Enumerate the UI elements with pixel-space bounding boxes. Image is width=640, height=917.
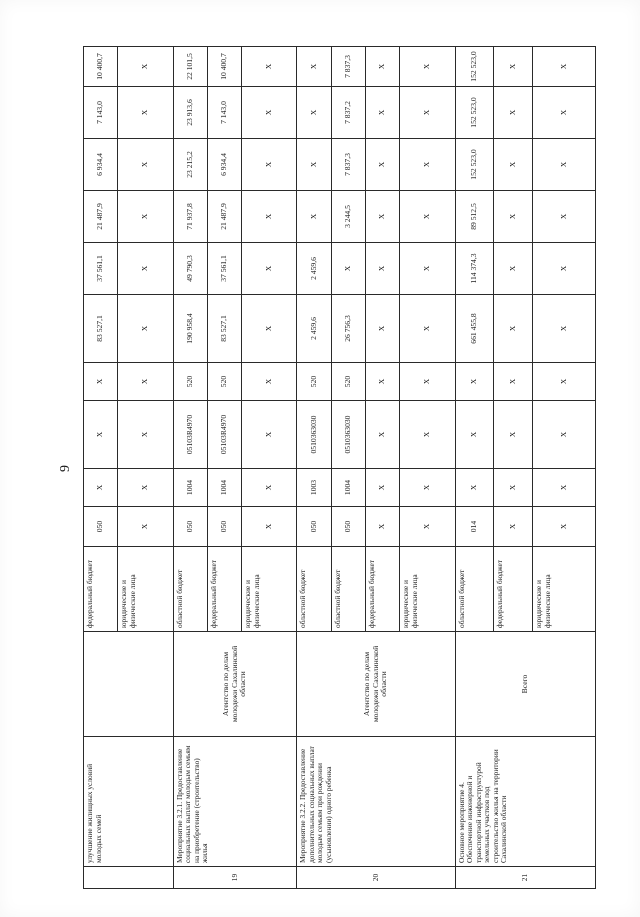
value-cell-rz: 1004 bbox=[173, 469, 207, 507]
value-cell-y5: 10 400,7 bbox=[84, 47, 118, 87]
value-cell-csr: X bbox=[400, 401, 455, 469]
measure-name-cell: улучшение жилищных условий молодых семей bbox=[84, 737, 174, 867]
budget-table bbox=[83, 46, 596, 889]
value-cell-total: 190 958,4 bbox=[173, 295, 207, 363]
funding-source-cell: федеральный бюджет bbox=[207, 547, 241, 632]
value-cell-grbs: X bbox=[494, 507, 533, 547]
value-cell-total: 2 459,6 bbox=[297, 295, 331, 363]
value-cell-y2: X bbox=[118, 191, 173, 243]
value-cell-y2: X bbox=[366, 191, 400, 243]
value-cell-y3: X bbox=[400, 139, 455, 191]
value-cell-grbs: X bbox=[400, 507, 455, 547]
value-cell-rz: 1004 bbox=[207, 469, 241, 507]
funding-source-cell: областной бюджет bbox=[173, 547, 207, 632]
value-cell-grbs: X bbox=[366, 507, 400, 547]
value-cell-total: X bbox=[118, 295, 173, 363]
value-cell-rz: X bbox=[533, 469, 596, 507]
value-cell-y4: X bbox=[494, 87, 533, 139]
value-cell-y5: 22 101,5 bbox=[173, 47, 207, 87]
funding-source-cell: областной бюджет bbox=[331, 547, 365, 632]
value-cell-total: 26 756,3 bbox=[331, 295, 365, 363]
row-number-cell: 19 bbox=[173, 867, 297, 889]
value-cell-y5: 10 400,7 bbox=[207, 47, 241, 87]
value-cell-total: X bbox=[400, 295, 455, 363]
value-cell-rz: X bbox=[494, 469, 533, 507]
table-row bbox=[84, 47, 118, 889]
value-cell-csr: X bbox=[242, 401, 297, 469]
value-cell-grbs: 050 bbox=[84, 507, 118, 547]
value-cell-y1: X bbox=[242, 243, 297, 295]
value-cell-y2: 3 244,5 bbox=[331, 191, 365, 243]
row-number-cell: 21 bbox=[455, 867, 595, 889]
value-cell-vr: 520 bbox=[297, 363, 331, 401]
value-cell-vr: X bbox=[242, 363, 297, 401]
value-cell-rz: X bbox=[366, 469, 400, 507]
value-cell-y5: 7 837,3 bbox=[331, 47, 365, 87]
value-cell-y2: X bbox=[242, 191, 297, 243]
value-cell-y3: 6 934,4 bbox=[84, 139, 118, 191]
value-cell-rz: X bbox=[118, 469, 173, 507]
value-cell-y5: X bbox=[242, 47, 297, 87]
value-cell-y2: 21 487,9 bbox=[207, 191, 241, 243]
funding-source-cell: федеральный бюджет bbox=[494, 547, 533, 632]
value-cell-y3: X bbox=[242, 139, 297, 191]
funding-source-cell: федеральный бюджет bbox=[84, 547, 118, 632]
value-cell-y1: 37 561,1 bbox=[207, 243, 241, 295]
value-cell-vr: 520 bbox=[173, 363, 207, 401]
rotated-table-container bbox=[83, 47, 596, 889]
funding-source-cell: юридические и физические лица bbox=[400, 547, 455, 632]
value-cell-y1: 49 790,3 bbox=[173, 243, 207, 295]
row-number-cell: 20 bbox=[297, 867, 455, 889]
value-cell-y4: X bbox=[400, 87, 455, 139]
value-cell-csr: X bbox=[455, 401, 494, 469]
value-cell-y3: 23 215,2 bbox=[173, 139, 207, 191]
measure-name-cell: Основное мероприятие 4. Обеспечение инженерной и транспортной инфраструктурой земельных участков под строительство жилья на территории Сахалинской области bbox=[455, 737, 595, 867]
value-cell-y1: X bbox=[533, 243, 596, 295]
value-cell-rz: 1003 bbox=[297, 469, 331, 507]
value-cell-vr: X bbox=[366, 363, 400, 401]
value-cell-y1: X bbox=[331, 243, 365, 295]
value-cell-y3: X bbox=[366, 139, 400, 191]
value-cell-total: 661 455,8 bbox=[455, 295, 494, 363]
value-cell-grbs: X bbox=[242, 507, 297, 547]
value-cell-grbs: 050 bbox=[297, 507, 331, 547]
value-cell-y2: X bbox=[297, 191, 331, 243]
value-cell-y5: X bbox=[297, 47, 331, 87]
value-cell-vr: X bbox=[533, 363, 596, 401]
page-number: 9 bbox=[58, 465, 73, 472]
value-cell-y1: X bbox=[400, 243, 455, 295]
value-cell-y5: X bbox=[533, 47, 596, 87]
value-cell-rz: 1004 bbox=[331, 469, 365, 507]
value-cell-csr: 0510363030 bbox=[297, 401, 331, 469]
value-cell-grbs: 014 bbox=[455, 507, 494, 547]
value-cell-rz: X bbox=[242, 469, 297, 507]
value-cell-grbs: X bbox=[533, 507, 596, 547]
value-cell-csr: X bbox=[84, 401, 118, 469]
value-cell-y3: X bbox=[297, 139, 331, 191]
executor-cell bbox=[84, 632, 174, 737]
value-cell-csr: X bbox=[533, 401, 596, 469]
value-cell-grbs: 050 bbox=[331, 507, 365, 547]
table-row bbox=[297, 47, 331, 889]
value-cell-total: X bbox=[242, 295, 297, 363]
value-cell-y1: X bbox=[366, 243, 400, 295]
value-cell-grbs: X bbox=[118, 507, 173, 547]
value-cell-y2: 21 487,9 bbox=[84, 191, 118, 243]
funding-source-cell: юридические и физические лица bbox=[533, 547, 596, 632]
value-cell-y4: 152 523,0 bbox=[455, 87, 494, 139]
value-cell-rz: X bbox=[84, 469, 118, 507]
value-cell-rz: X bbox=[400, 469, 455, 507]
value-cell-csr: 05103R4970 bbox=[207, 401, 241, 469]
value-cell-y2: 89 512,5 bbox=[455, 191, 494, 243]
value-cell-y4: X bbox=[297, 87, 331, 139]
value-cell-vr: X bbox=[400, 363, 455, 401]
funding-source-cell: областной бюджет bbox=[297, 547, 331, 632]
value-cell-y2: 71 937,8 bbox=[173, 191, 207, 243]
value-cell-csr: X bbox=[494, 401, 533, 469]
table-row bbox=[173, 47, 207, 889]
value-cell-csr: X bbox=[366, 401, 400, 469]
value-cell-y4: X bbox=[366, 87, 400, 139]
value-cell-y3: 152 523,0 bbox=[455, 139, 494, 191]
value-cell-grbs: 050 bbox=[207, 507, 241, 547]
value-cell-y5: X bbox=[400, 47, 455, 87]
value-cell-total: X bbox=[494, 295, 533, 363]
funding-source-cell: юридические и физические лица bbox=[242, 547, 297, 632]
value-cell-y1: 2 459,6 bbox=[297, 243, 331, 295]
value-cell-y5: 152 523,0 bbox=[455, 47, 494, 87]
value-cell-vr: X bbox=[118, 363, 173, 401]
row-number-cell bbox=[84, 867, 174, 889]
value-cell-y5: X bbox=[494, 47, 533, 87]
funding-source-cell: федеральный бюджет bbox=[366, 547, 400, 632]
value-cell-y1: 114 374,3 bbox=[455, 243, 494, 295]
value-cell-y1: 37 561,1 bbox=[84, 243, 118, 295]
funding-source-cell: юридические и физические лица bbox=[118, 547, 173, 632]
value-cell-csr: 0510363030 bbox=[331, 401, 365, 469]
value-cell-vr: 520 bbox=[331, 363, 365, 401]
value-cell-csr: 05103R4970 bbox=[173, 401, 207, 469]
value-cell-y1: X bbox=[118, 243, 173, 295]
value-cell-y3: X bbox=[533, 139, 596, 191]
executor-cell: Агентство по делам молодежи Сахалинской области bbox=[173, 632, 297, 737]
value-cell-y4: X bbox=[533, 87, 596, 139]
measure-name-cell: Мероприятие 3.2.2. Предоставление дополнительных социальных выплат молодым семьям при рождении (усыновлении) одного ребенка bbox=[297, 737, 455, 867]
value-cell-y4: 7 837,2 bbox=[331, 87, 365, 139]
value-cell-y3: 7 837,3 bbox=[331, 139, 365, 191]
value-cell-csr: X bbox=[118, 401, 173, 469]
value-cell-y2: X bbox=[400, 191, 455, 243]
value-cell-y1: X bbox=[494, 243, 533, 295]
value-cell-total: X bbox=[366, 295, 400, 363]
value-cell-y4: X bbox=[118, 87, 173, 139]
value-cell-vr: X bbox=[455, 363, 494, 401]
value-cell-y3: X bbox=[494, 139, 533, 191]
value-cell-grbs: 050 bbox=[173, 507, 207, 547]
value-cell-y3: X bbox=[118, 139, 173, 191]
value-cell-y5: X bbox=[366, 47, 400, 87]
value-cell-y5: X bbox=[118, 47, 173, 87]
value-cell-total: 83 527,1 bbox=[84, 295, 118, 363]
value-cell-total: X bbox=[533, 295, 596, 363]
value-cell-y4: X bbox=[242, 87, 297, 139]
value-cell-y3: 6 934,4 bbox=[207, 139, 241, 191]
value-cell-y4: 7 143,0 bbox=[84, 87, 118, 139]
funding-source-cell: областной бюджет bbox=[455, 547, 494, 632]
measure-name-cell: Мероприятие 3.2.1. Предоставление социальных выплат молодым семьям на приобретение (строительство) жилья bbox=[173, 737, 297, 867]
value-cell-rz: X bbox=[455, 469, 494, 507]
value-cell-y2: X bbox=[533, 191, 596, 243]
executor-cell: Всего bbox=[455, 632, 595, 737]
value-cell-y4: 23 913,6 bbox=[173, 87, 207, 139]
value-cell-vr: X bbox=[494, 363, 533, 401]
table-row bbox=[455, 47, 494, 889]
executor-cell: Агентство по делам молодежи Сахалинской области bbox=[297, 632, 455, 737]
value-cell-y2: X bbox=[494, 191, 533, 243]
value-cell-y4: 7 143,0 bbox=[207, 87, 241, 139]
table-body bbox=[84, 47, 596, 889]
value-cell-vr: X bbox=[84, 363, 118, 401]
value-cell-vr: 520 bbox=[207, 363, 241, 401]
value-cell-total: 83 527,1 bbox=[207, 295, 241, 363]
